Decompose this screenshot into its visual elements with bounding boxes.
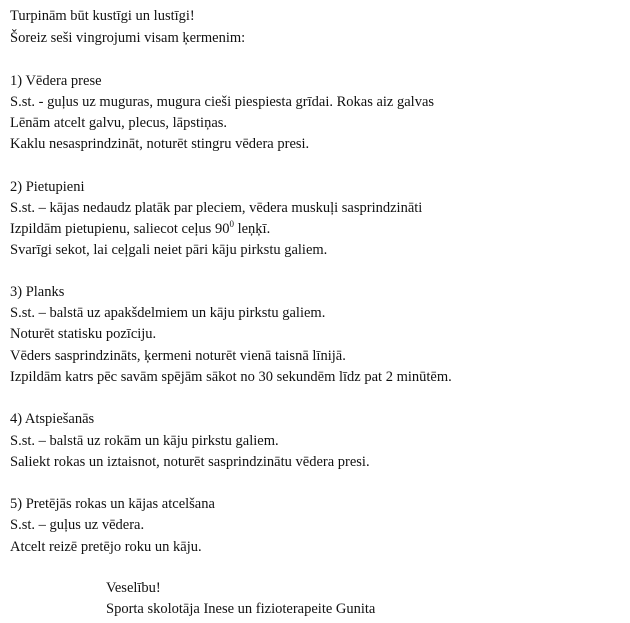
exercise-title: 4) Atspiešanās [10,411,95,427]
exercise-line: Vēders sasprindzināts, ķermeni noturēt vienā taisnā līnijā. [10,348,346,364]
exercise-line: S.st. – guļus uz vēdera. [10,517,145,533]
signature-authors: Sporta skolotāja Inese un fizioterapeite Gunita [106,601,376,617]
exercise-line: S.st. – kājas nedaudz platāk par pleciem, vēdera muskuļi sasprindzināti [10,200,423,216]
exercise-title: 3) Planks [10,284,65,300]
intro-line-1: Turpinām būt kustīgi un lustīgi! [10,8,195,24]
exercise-title: 1) Vēdera prese [10,73,102,89]
exercise-line: Atcelt reizē pretējo roku un kāju. [10,539,202,555]
exercise-line: S.st. – balstā uz apakšdelmiem un kāju pirkstu galiem. [10,305,326,321]
exercise-line: Saliekt rokas un iztaisnot, noturēt sasprindzinātu vēdera presi. [10,454,370,470]
exercise-line: Lēnām atcelt galvu, plecus, lāpstiņas. [10,115,228,131]
exercise-line: Izpildām katrs pēc savām spējām sākot no 30 sekundēm līdz pat 2 minūtēm. [10,369,452,385]
exercise-line-text: Izpildām pietupienu, saliecot ceļus 90 [10,221,230,237]
exercise-line: S.st. - guļus uz muguras, mugura cieši piespiesta grīdai. Rokas aiz galvas [10,94,435,110]
exercise-title: 5) Pretējās rokas un kājas atcelšana [10,496,215,512]
exercise-title: 2) Pietupieni [10,179,85,195]
exercise-line-text-end: leņķī. [233,221,271,237]
exercise-line: Svarīgi sekot, lai ceļgali neiet pāri kāju pirkstu galiem. [10,242,328,258]
exercise-line: Noturēt statisku pozīciju. [10,326,157,342]
exercise-line [10,219,270,239]
signature-greeting: Veselību! [106,580,161,596]
exercise-line: S.st. – balstā uz rokām un kāju pirkstu galiem. [10,433,279,449]
intro-line-2: Šoreiz seši vingrojumi visam ķermenim: [10,30,246,46]
exercise-line: Kaklu nesasprindzināt, noturēt stingru vēdera presi. [10,136,310,152]
degree-superscript: 0 [229,219,234,230]
